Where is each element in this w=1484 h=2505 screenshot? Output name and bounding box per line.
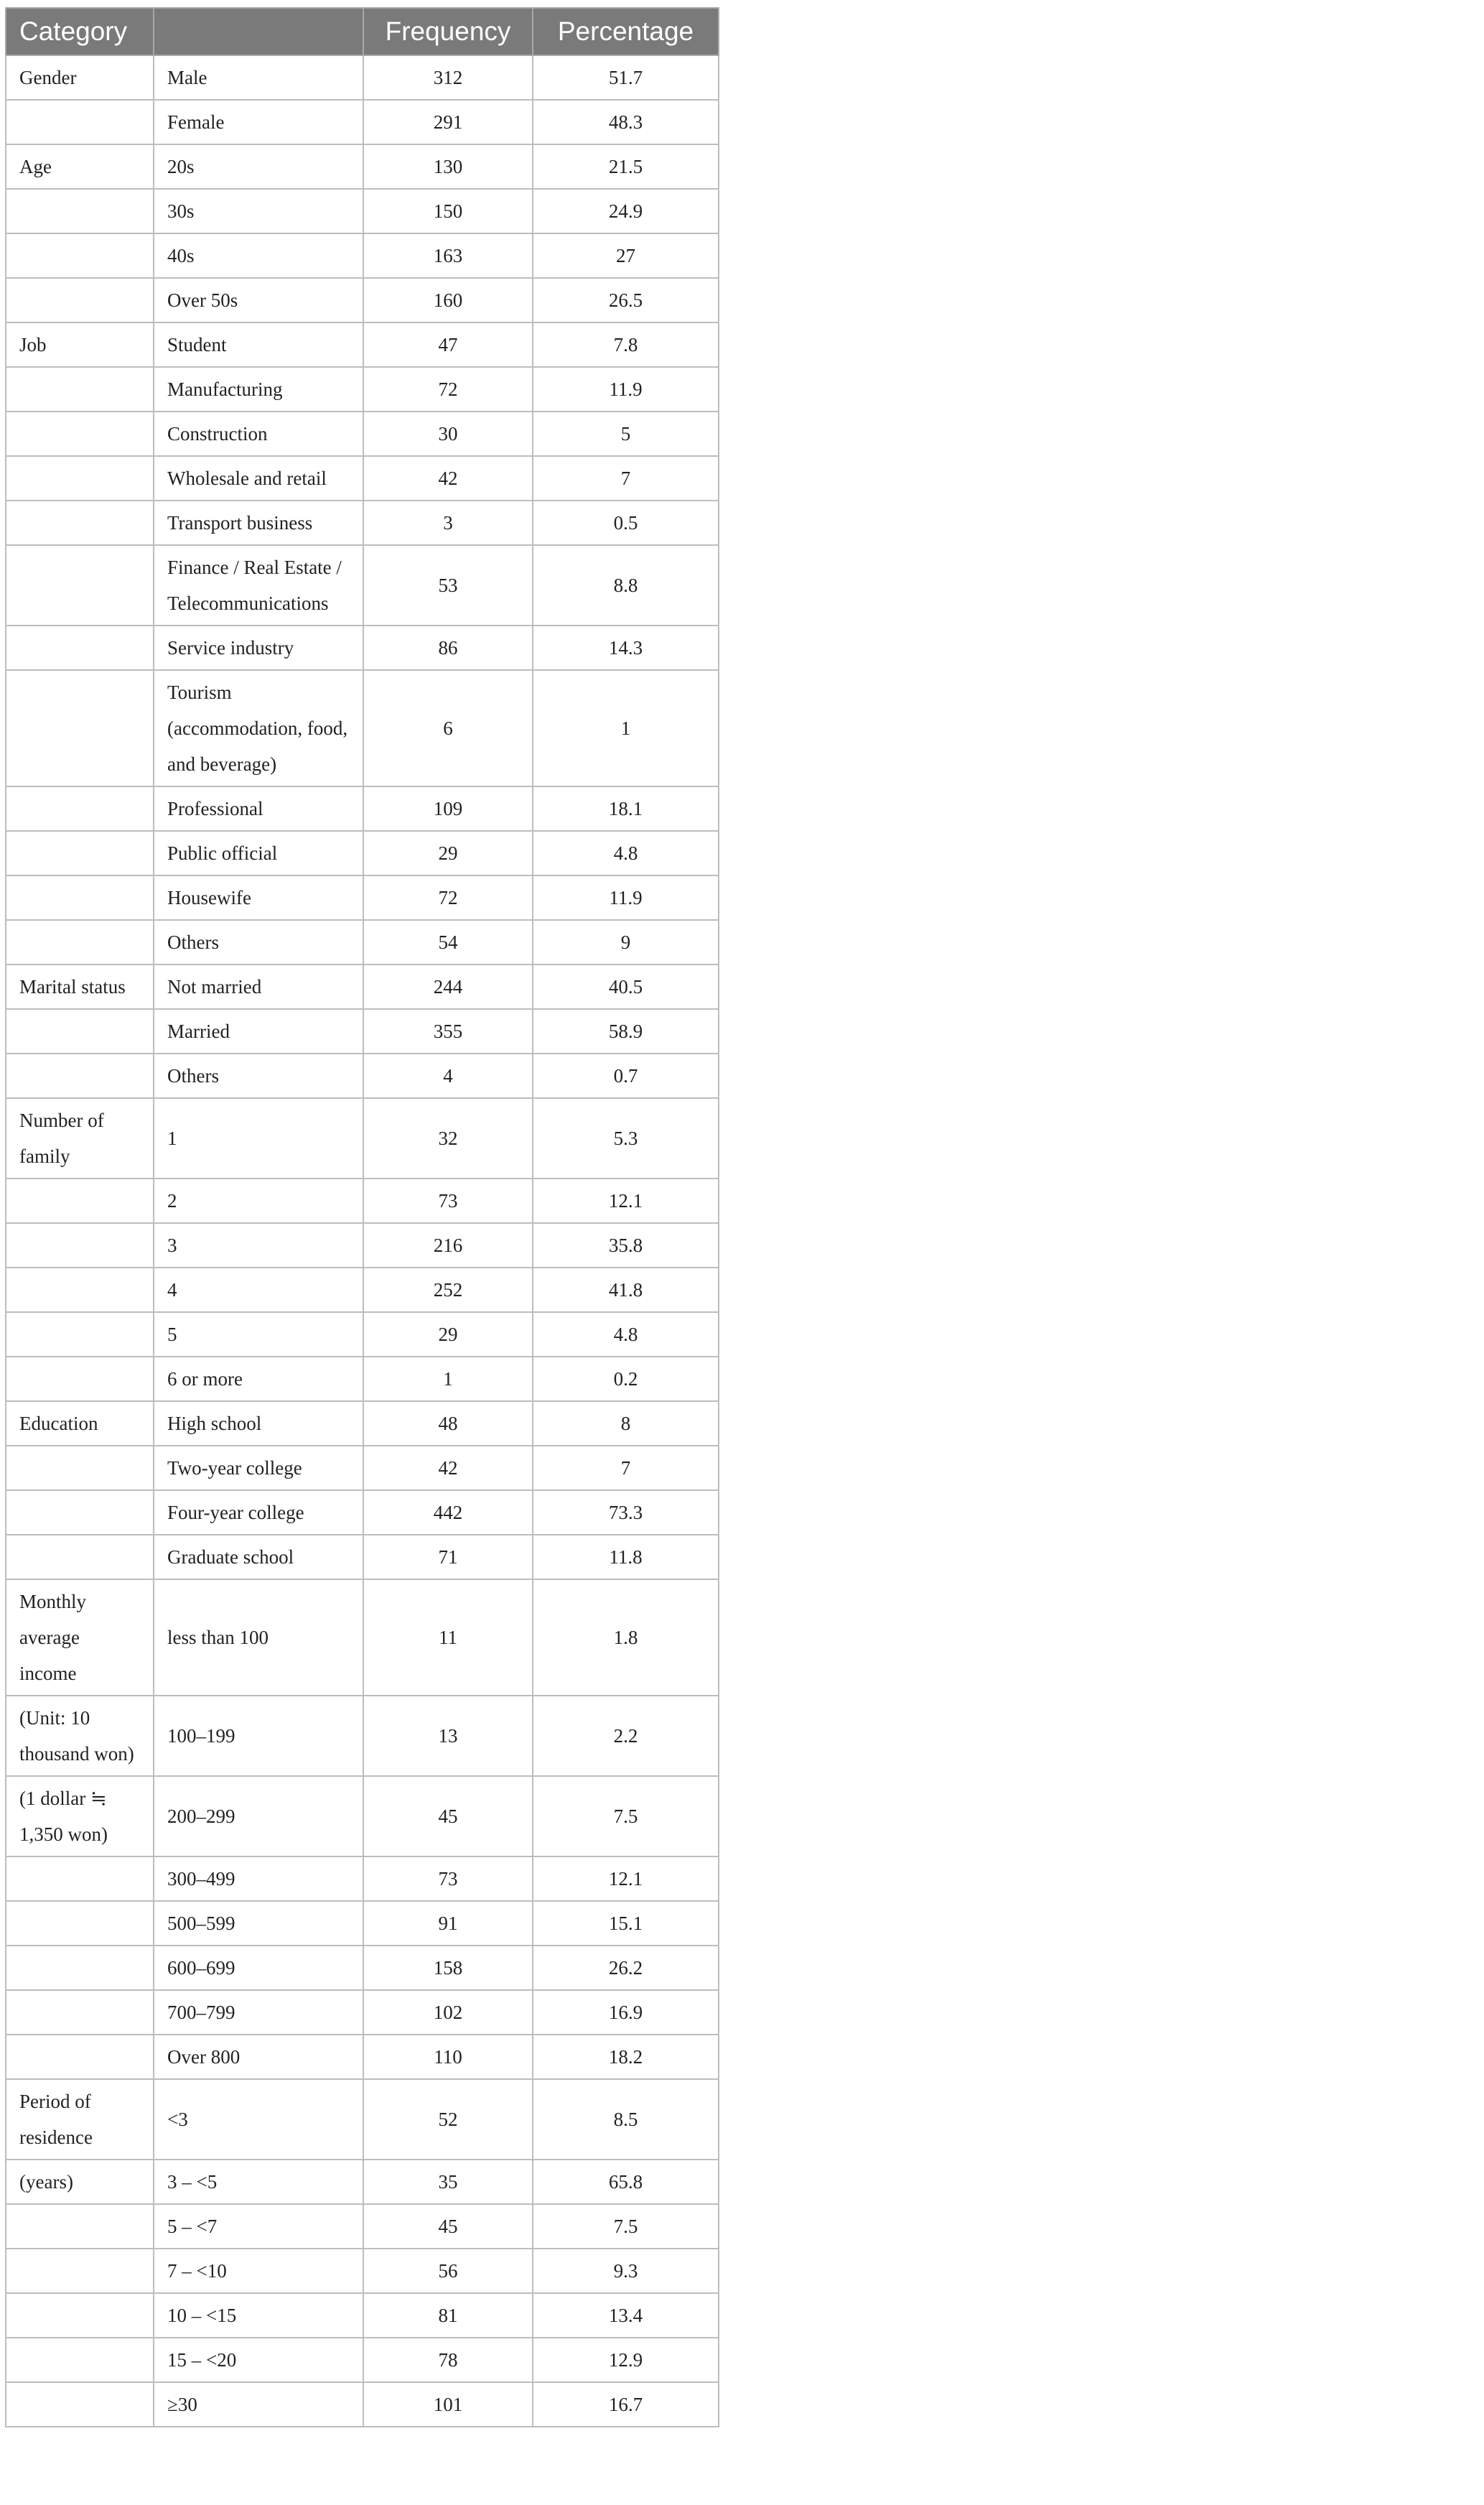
header-row <box>6 8 719 55</box>
frequency-cell: 101 <box>363 2382 533 2427</box>
subcategory-cell: 10 – <15 <box>154 2293 363 2338</box>
table-row <box>6 2204 719 2249</box>
frequency-cell: 110 <box>363 2035 533 2079</box>
category-cell <box>6 1179 154 1223</box>
header-subcategory <box>154 8 363 55</box>
frequency-cell: 54 <box>363 920 533 965</box>
percentage-cell: 14.3 <box>533 626 719 670</box>
percentage-cell: 35.8 <box>533 1223 719 1268</box>
subcategory-cell: Public official <box>154 831 363 875</box>
subcategory-cell: Student <box>154 322 363 367</box>
frequency-cell: 4 <box>363 1054 533 1098</box>
frequency-cell: 71 <box>363 1535 533 1579</box>
category-cell <box>6 1490 154 1535</box>
percentage-cell: 4.8 <box>533 1312 719 1357</box>
category-cell: Job <box>6 322 154 367</box>
table-row <box>6 1357 719 1401</box>
subcategory-cell: Tourism (accommodation, food, and beverage) <box>154 670 363 786</box>
percentage-cell: 12.1 <box>533 1856 719 1901</box>
table-row <box>6 1776 719 1856</box>
percentage-cell: 16.7 <box>533 2382 719 2427</box>
category-cell <box>6 412 154 456</box>
subcategory-cell: 300–499 <box>154 1856 363 1901</box>
category-cell <box>6 456 154 501</box>
subcategory-cell: 5 <box>154 1312 363 1357</box>
table-row <box>6 2160 719 2204</box>
subcategory-cell: 40s <box>154 233 363 278</box>
demographics-table <box>5 7 719 2427</box>
table-row <box>6 1009 719 1054</box>
frequency-cell: 72 <box>363 875 533 920</box>
table-row <box>6 831 719 875</box>
percentage-cell: 1 <box>533 670 719 786</box>
table-row <box>6 189 719 233</box>
subcategory-cell: Not married <box>154 965 363 1009</box>
subcategory-cell: 3 <box>154 1223 363 1268</box>
category-cell: Monthly average income <box>6 1579 154 1696</box>
table-row <box>6 965 719 1009</box>
category-cell <box>6 278 154 322</box>
category-cell <box>6 501 154 545</box>
table-row <box>6 100 719 144</box>
table-row <box>6 1579 719 1696</box>
frequency-cell: 291 <box>363 100 533 144</box>
subcategory-cell: Wholesale and retail <box>154 456 363 501</box>
percentage-cell: 11.9 <box>533 367 719 412</box>
table-body <box>6 55 719 2427</box>
table-row <box>6 875 719 920</box>
category-cell: Period of residence <box>6 2079 154 2160</box>
frequency-cell: 109 <box>363 786 533 831</box>
table-row <box>6 1446 719 1490</box>
category-cell <box>6 831 154 875</box>
percentage-cell: 40.5 <box>533 965 719 1009</box>
table-row <box>6 322 719 367</box>
subcategory-cell: 5 – <7 <box>154 2204 363 2249</box>
frequency-cell: 1 <box>363 1357 533 1401</box>
table-row <box>6 1098 719 1179</box>
percentage-cell: 48.3 <box>533 100 719 144</box>
table-row <box>6 1696 719 1776</box>
frequency-cell: 3 <box>363 501 533 545</box>
category-cell: Marital status <box>6 965 154 1009</box>
table-row <box>6 1401 719 1446</box>
percentage-cell: 9.3 <box>533 2249 719 2293</box>
percentage-cell: 26.5 <box>533 278 719 322</box>
frequency-cell: 72 <box>363 367 533 412</box>
frequency-cell: 53 <box>363 545 533 626</box>
subcategory-cell: less than 100 <box>154 1579 363 1696</box>
percentage-cell: 7.8 <box>533 322 719 367</box>
table-row <box>6 670 719 786</box>
percentage-cell: 8.5 <box>533 2079 719 2160</box>
table-row <box>6 2293 719 2338</box>
percentage-cell: 26.2 <box>533 1946 719 1990</box>
table-row <box>6 2079 719 2160</box>
percentage-cell: 13.4 <box>533 2293 719 2338</box>
table-row <box>6 144 719 189</box>
subcategory-cell: 30s <box>154 189 363 233</box>
frequency-cell: 216 <box>363 1223 533 1268</box>
percentage-cell: 11.8 <box>533 1535 719 1579</box>
subcategory-cell: 100–199 <box>154 1696 363 1776</box>
subcategory-cell: Manufacturing <box>154 367 363 412</box>
percentage-cell: 7.5 <box>533 1776 719 1856</box>
subcategory-cell: 2 <box>154 1179 363 1223</box>
subcategory-cell: Finance / Real Estate / Telecommunications <box>154 545 363 626</box>
table-row <box>6 920 719 965</box>
frequency-cell: 6 <box>363 670 533 786</box>
category-cell <box>6 545 154 626</box>
frequency-cell: 91 <box>363 1901 533 1946</box>
subcategory-cell: 1 <box>154 1098 363 1179</box>
category-cell <box>6 1312 154 1357</box>
category-cell <box>6 1856 154 1901</box>
category-cell <box>6 367 154 412</box>
subcategory-cell: Over 50s <box>154 278 363 322</box>
frequency-cell: 35 <box>363 2160 533 2204</box>
category-cell <box>6 1990 154 2035</box>
category-cell <box>6 233 154 278</box>
percentage-cell: 0.2 <box>533 1357 719 1401</box>
table-header <box>6 8 719 55</box>
category-cell: Gender <box>6 55 154 100</box>
percentage-cell: 73.3 <box>533 1490 719 1535</box>
table-row <box>6 2249 719 2293</box>
percentage-cell: 0.7 <box>533 1054 719 1098</box>
frequency-cell: 73 <box>363 1856 533 1901</box>
frequency-cell: 42 <box>363 456 533 501</box>
frequency-cell: 150 <box>363 189 533 233</box>
table-row <box>6 367 719 412</box>
subcategory-cell: Transport business <box>154 501 363 545</box>
subcategory-cell: 4 <box>154 1268 363 1312</box>
frequency-cell: 52 <box>363 2079 533 2160</box>
category-cell: (1 dollar ≒ 1,350 won) <box>6 1776 154 1856</box>
percentage-cell: 7 <box>533 1446 719 1490</box>
percentage-cell: 0.5 <box>533 501 719 545</box>
subcategory-cell: Housewife <box>154 875 363 920</box>
frequency-cell: 442 <box>363 1490 533 1535</box>
category-cell <box>6 670 154 786</box>
subcategory-cell: Over 800 <box>154 2035 363 2079</box>
category-cell <box>6 2204 154 2249</box>
percentage-cell: 8.8 <box>533 545 719 626</box>
table-row <box>6 786 719 831</box>
table-row <box>6 233 719 278</box>
frequency-cell: 30 <box>363 412 533 456</box>
percentage-cell: 7 <box>533 456 719 501</box>
header-category: Category <box>6 8 154 55</box>
percentage-cell: 18.2 <box>533 2035 719 2079</box>
subcategory-cell: Married <box>154 1009 363 1054</box>
subcategory-cell: Graduate school <box>154 1535 363 1579</box>
frequency-cell: 13 <box>363 1696 533 1776</box>
category-cell <box>6 2249 154 2293</box>
frequency-cell: 102 <box>363 1990 533 2035</box>
table-row <box>6 1856 719 1901</box>
category-cell: Age <box>6 144 154 189</box>
subcategory-cell: 20s <box>154 144 363 189</box>
percentage-cell: 15.1 <box>533 1901 719 1946</box>
category-cell: Education <box>6 1401 154 1446</box>
percentage-cell: 24.9 <box>533 189 719 233</box>
subcategory-cell: 15 – <20 <box>154 2338 363 2382</box>
demographics-table-container <box>5 7 718 2427</box>
percentage-cell: 65.8 <box>533 2160 719 2204</box>
subcategory-cell: Service industry <box>154 626 363 670</box>
table-row <box>6 55 719 100</box>
frequency-cell: 252 <box>363 1268 533 1312</box>
subcategory-cell: ≥30 <box>154 2382 363 2427</box>
frequency-cell: 158 <box>363 1946 533 1990</box>
subcategory-cell: Construction <box>154 412 363 456</box>
subcategory-cell: 3 – <5 <box>154 2160 363 2204</box>
category-cell <box>6 1268 154 1312</box>
percentage-cell: 5 <box>533 412 719 456</box>
percentage-cell: 18.1 <box>533 786 719 831</box>
frequency-cell: 48 <box>363 1401 533 1446</box>
subcategory-cell: <3 <box>154 2079 363 2160</box>
percentage-cell: 2.2 <box>533 1696 719 1776</box>
frequency-cell: 29 <box>363 831 533 875</box>
table-row <box>6 456 719 501</box>
category-cell <box>6 2338 154 2382</box>
percentage-cell: 7.5 <box>533 2204 719 2249</box>
header-frequency: Frequency <box>363 8 533 55</box>
category-cell <box>6 1535 154 1579</box>
table-row <box>6 2338 719 2382</box>
frequency-cell: 42 <box>363 1446 533 1490</box>
category-cell <box>6 1901 154 1946</box>
frequency-cell: 45 <box>363 1776 533 1856</box>
category-cell <box>6 2382 154 2427</box>
frequency-cell: 81 <box>363 2293 533 2338</box>
frequency-cell: 29 <box>363 1312 533 1357</box>
frequency-cell: 86 <box>363 626 533 670</box>
category-cell: Number of family <box>6 1098 154 1179</box>
percentage-cell: 51.7 <box>533 55 719 100</box>
frequency-cell: 47 <box>363 322 533 367</box>
category-cell <box>6 786 154 831</box>
frequency-cell: 130 <box>363 144 533 189</box>
subcategory-cell: 500–599 <box>154 1901 363 1946</box>
table-row <box>6 1490 719 1535</box>
subcategory-cell: Others <box>154 920 363 965</box>
table-row <box>6 545 719 626</box>
frequency-cell: 32 <box>363 1098 533 1179</box>
subcategory-cell: Female <box>154 100 363 144</box>
percentage-cell: 41.8 <box>533 1268 719 1312</box>
category-cell <box>6 1054 154 1098</box>
frequency-cell: 163 <box>363 233 533 278</box>
frequency-cell: 78 <box>363 2338 533 2382</box>
category-cell <box>6 875 154 920</box>
percentage-cell: 16.9 <box>533 1990 719 2035</box>
category-cell <box>6 626 154 670</box>
subcategory-cell: Two-year college <box>154 1446 363 1490</box>
table-row <box>6 2035 719 2079</box>
frequency-cell: 56 <box>363 2249 533 2293</box>
frequency-cell: 45 <box>363 2204 533 2249</box>
table-row <box>6 1268 719 1312</box>
frequency-cell: 355 <box>363 1009 533 1054</box>
subcategory-cell: 6 or more <box>154 1357 363 1401</box>
table-row <box>6 1223 719 1268</box>
subcategory-cell: 700–799 <box>154 1990 363 2035</box>
percentage-cell: 21.5 <box>533 144 719 189</box>
frequency-cell: 11 <box>363 1579 533 1696</box>
subcategory-cell: High school <box>154 1401 363 1446</box>
percentage-cell: 58.9 <box>533 1009 719 1054</box>
percentage-cell: 5.3 <box>533 1098 719 1179</box>
frequency-cell: 160 <box>363 278 533 322</box>
percentage-cell: 1.8 <box>533 1579 719 1696</box>
frequency-cell: 244 <box>363 965 533 1009</box>
category-cell <box>6 100 154 144</box>
header-percentage: Percentage <box>533 8 719 55</box>
category-cell <box>6 189 154 233</box>
category-cell <box>6 1223 154 1268</box>
table-row <box>6 1990 719 2035</box>
category-cell <box>6 1446 154 1490</box>
table-row <box>6 1054 719 1098</box>
subcategory-cell: Others <box>154 1054 363 1098</box>
subcategory-cell: Four-year college <box>154 1490 363 1535</box>
category-cell: (years) <box>6 2160 154 2204</box>
subcategory-cell: Professional <box>154 786 363 831</box>
category-cell <box>6 2293 154 2338</box>
category-cell <box>6 2035 154 2079</box>
frequency-cell: 312 <box>363 55 533 100</box>
percentage-cell: 12.9 <box>533 2338 719 2382</box>
percentage-cell: 27 <box>533 233 719 278</box>
percentage-cell: 12.1 <box>533 1179 719 1223</box>
table-row <box>6 1179 719 1223</box>
percentage-cell: 9 <box>533 920 719 965</box>
category-cell <box>6 1946 154 1990</box>
category-cell <box>6 1357 154 1401</box>
percentage-cell: 8 <box>533 1401 719 1446</box>
category-cell <box>6 1009 154 1054</box>
table-row <box>6 1946 719 1990</box>
table-row <box>6 626 719 670</box>
subcategory-cell: 600–699 <box>154 1946 363 1990</box>
table-row <box>6 1901 719 1946</box>
subcategory-cell: Male <box>154 55 363 100</box>
table-row <box>6 1535 719 1579</box>
percentage-cell: 4.8 <box>533 831 719 875</box>
table-row <box>6 278 719 322</box>
percentage-cell: 11.9 <box>533 875 719 920</box>
category-cell <box>6 920 154 965</box>
table-row <box>6 412 719 456</box>
table-row <box>6 2382 719 2427</box>
table-row <box>6 1312 719 1357</box>
frequency-cell: 73 <box>363 1179 533 1223</box>
category-cell: (Unit: 10 thousand won) <box>6 1696 154 1776</box>
table-row <box>6 501 719 545</box>
subcategory-cell: 7 – <10 <box>154 2249 363 2293</box>
subcategory-cell: 200–299 <box>154 1776 363 1856</box>
